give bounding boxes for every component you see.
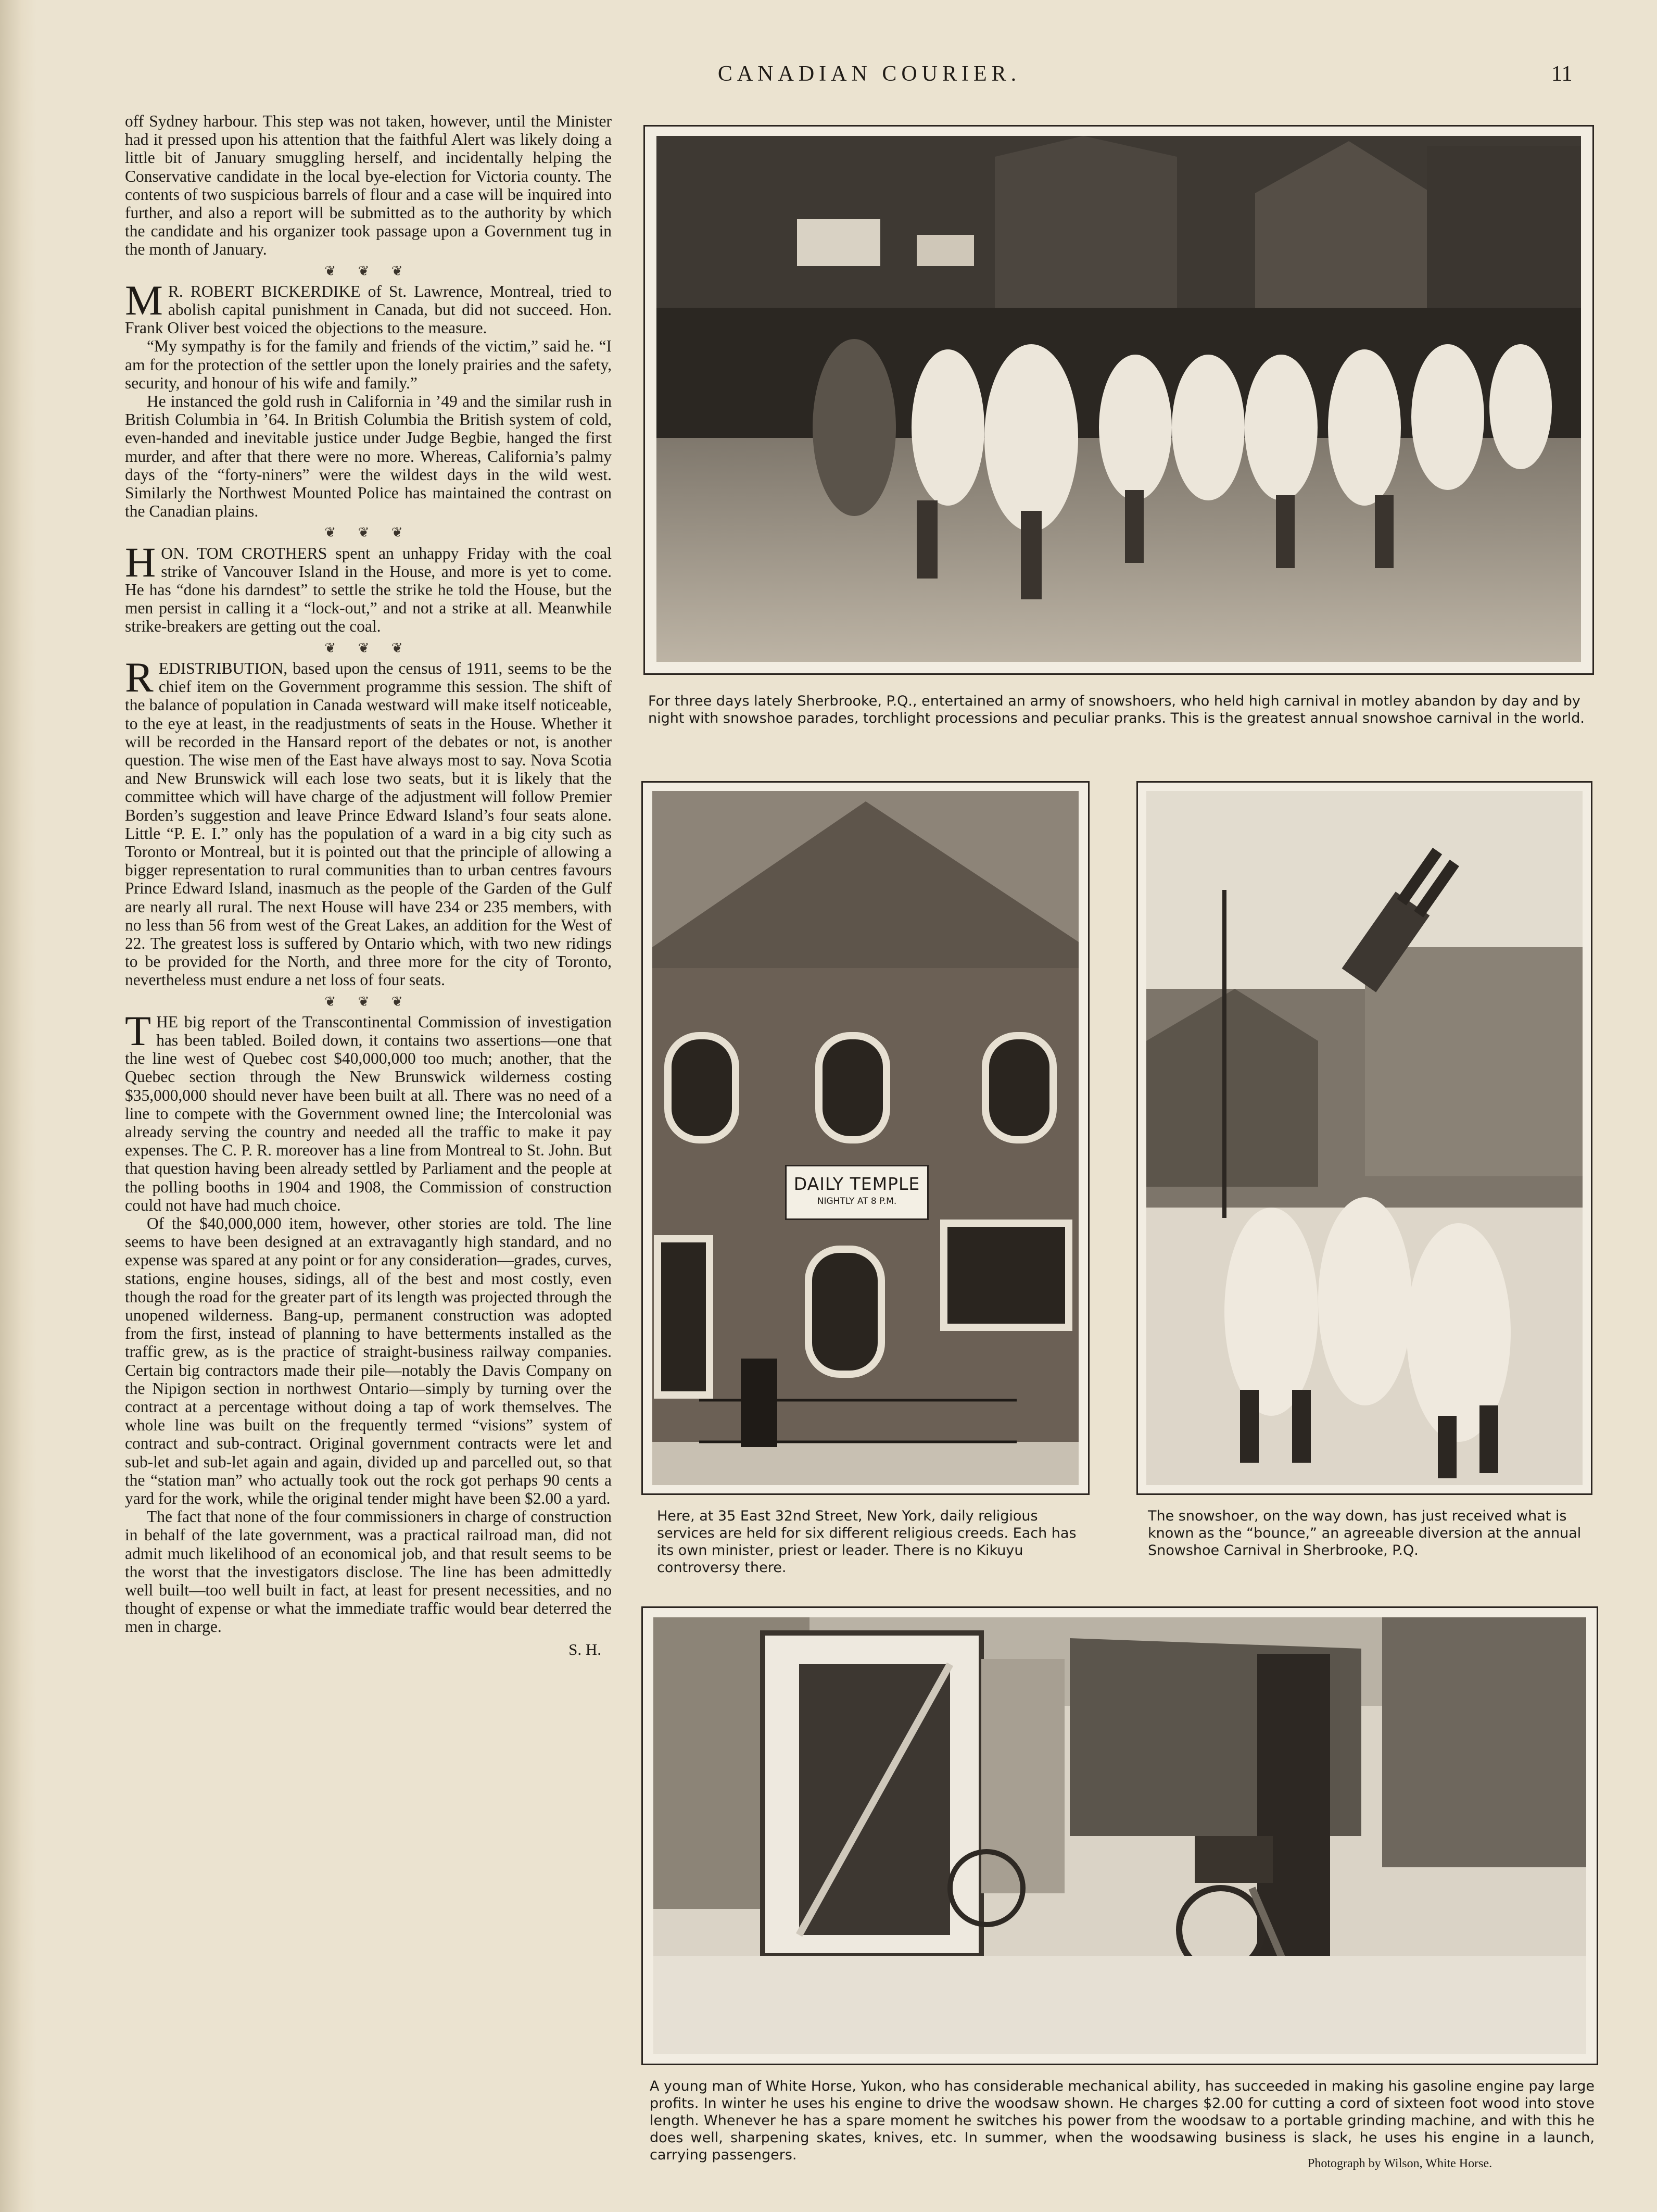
carnival-parade-image xyxy=(656,136,1581,662)
separator-ornament: ❦ ❦ ❦ xyxy=(324,994,412,1009)
paragraph-body: HE big report of the Transcontinental Commission of investigation has been tabled. Boiled down, it contains two assertions—one that the line west of Quebec cost $40,000,000 too much; another, that the Quebec section through the New Brunswick wilderness costing $35,000,000 should never have been built at all. There was no need of a line to compete with the Government owned line; the Intercolonial was already serving the country and needed all the traffic to make it pay expenses. The C. P. R. moreover has a line from Montreal to St. John. But that question having been already settled by Parliament and the people at the polling booths in 1904 and 1908, the Commission of construction could not have had much choice. xyxy=(125,1012,612,1214)
paragraph: off Sydney harbour. This step was not taken, however, until the Minister had it pressed upon his attention that the faithful Alert was likely doing a little bit of January smuggling herself, and incidentally helping the Conservative candidate in the local bye-election for Victoria county. The contents of two suspicious barrels of flour and a case will be inquired into further, and also a report will be submitted as to the authority by which the candidate and his organizer took passage upon a Government tug in the month of January. xyxy=(125,112,612,259)
paragraph xyxy=(125,538,612,636)
yukon-woodsaw-photo xyxy=(653,1617,1586,2054)
drop-cap: T xyxy=(125,1007,151,1054)
page-number: 11 xyxy=(1551,62,1573,86)
temple-caption: Here, at 35 East 32nd Street, New York, daily religious services are held for six different religious creeds. Each has its own minister, priest or leader. There is no Kikuyu controversy there. xyxy=(657,1508,1077,1576)
bounce-caption: The snowshoer, on the way down, has just received what is known as the “bounce,” an agreeable diversion at the annual Snowshoe Carnival in Sherbrooke, P.Q. xyxy=(1148,1508,1582,1559)
snowshoe-bounce-photo xyxy=(1146,791,1583,1485)
temple-sign-main: DAILY TEMPLE xyxy=(793,1174,920,1194)
temple-sign-sub: NIGHTLY AT 8 P.M. xyxy=(817,1196,897,1206)
drop-cap: R xyxy=(125,653,154,701)
paragraph: He instanced the gold rush in California in ’49 and the similar rush in British Columbia in ’64. In British Columbia the British system of cold, even-handed and inevitable justice under Judge Begbie, hanged the first murder, and after that there were no more. Whereas, California’s palmy days of the “forty-niners” were the wildest days in the wild west. Similarly the Northwest Mounted Police has maintained the contrast on the Canadian plains. xyxy=(125,392,612,521)
paragraph xyxy=(125,1007,612,1214)
yukon-woodsaw-image xyxy=(653,1617,1586,2054)
snowshoe-bounce-image xyxy=(1146,791,1583,1485)
paragraph-body: ON. TOM CROTHERS spent an unhappy Friday with the coal strike of Vancouver Island in the House, and more is yet to come. He has “done his darndest” to settle the strike he told the House, but the men persist in calling it a “lock-out,” and not a strike at all. Meanwhile strike-breakers are getting out the coal. xyxy=(125,544,612,636)
separator-ornament: ❦ ❦ ❦ xyxy=(324,640,412,656)
author-signature: S. H. xyxy=(568,1640,601,1658)
daily-temple-image xyxy=(652,791,1079,1485)
yukon-photo-frame xyxy=(641,1606,1598,2065)
article-column xyxy=(125,112,612,1658)
yukon-caption: A young man of White Horse, Yukon, who has considerable mechanical ability, has succeeded in making his gasoline engine pay large profits. In winter he uses his engine to drive the woodsaw shown. He charges $2.00 for cutting a cord of sixteen foot wood into stove length. Whenever he has a spare moment he switches his power from the woodsaw to a portable grinding machine, and with this he does well, sharpening skates, knives, etc. In summer, when the woodsawing business is slack, he uses his engine in a launch, carrying passengers. xyxy=(650,2078,1595,2163)
separator-ornament: ❦ ❦ ❦ xyxy=(324,525,412,541)
drop-cap: M xyxy=(125,276,163,324)
drop-cap: H xyxy=(125,538,156,586)
carnival-caption: For three days lately Sherbrooke, P.Q., entertained an army of snowshoers, who held high carnival in motley abandon by day and by night with snowshoe parades, torchlight processions and peculiar pranks. This is the greatest annual snowshoe carnival in the world. xyxy=(648,693,1585,726)
page-binding-edge xyxy=(0,0,36,2212)
separator-ornament: ❦ ❦ ❦ xyxy=(324,263,412,279)
carnival-photo-frame xyxy=(643,125,1594,675)
temple-sign xyxy=(785,1165,929,1220)
carnival-parade-photo xyxy=(656,136,1581,662)
paragraph: Of the $40,000,000 item, however, other stories are told. The line seems to have been designed at an extravagantly high standard, and no expense was spared at any point or for any consideration—grades, curves, stations, engine houses, sidings, all of the best and most costly, even though the road for the greater part of its length was projected through the unopened wilderness. Bang-up, permanent construction was adopted from the first, instead of planning to have betterments installed as the traffic grew, as is the practice of straight-business railway companies. Certain big contractors made their pile—notably the Davis Company on the Nipigon section in northwest Ontario—simply by turning over the contract at a percentage without doing a tap of work themselves. The whole line was built on the frequently termed “visions” system of contract and sub-contract. Original government contracts were let and sub-let and sub-let again and again, divided up and parcelled out, so that the “station man” who actually took out the rock got perhaps 90 cents a yard for the work, while the original tender might have been $2.00 a yard. xyxy=(125,1214,612,1508)
daily-temple-photo xyxy=(652,791,1079,1485)
paragraph xyxy=(125,276,612,337)
bounce-photo-frame xyxy=(1136,781,1592,1495)
paragraph: “My sympathy is for the family and friends of the victim,” said he. “I am for the protection of the settler upon the lonely prairies and the safety, security, and honour of his wife and family.” xyxy=(125,337,612,392)
paragraph-body: EDISTRIBUTION, based upon the census of 1911, seems to be the chief item on the Government programme this session. The shift of the balance of population in Canada westward will make itself noticeable, to the eye at least, in the readjustments of seats in the House. Whether it will be recorded in the Hansard report of the debates or not, is another question. The wise men of the East have always most to say. Nova Scotia and New Brunswick will each lose two seats, but it is likely that the committee which will have charge of the adjustment will follow Premier Borden’s suggestion and leave Prince Edward Island’s four seats alone. Little “P. E. I.” only has the population of a ward in a big city such as Toronto or Montreal, but it is pointed out that the principle of allowing a bigger representation to rural communities than to urban centres favours Prince Edward Island, inasmuch as the people of the Garden of the Gulf are nearly all rural. The next House will have 234 or 235 members, with no less than 56 from west of the Great Lakes, an addition for the West of 22. The greatest loss is suffered by Ontario which, with two new ridings to be provided for the North, and three more for the city of Toronto, nevertheless must endure a net loss of four seats. xyxy=(125,659,612,989)
temple-photo-frame xyxy=(641,781,1090,1495)
lead-in: R. xyxy=(168,282,183,300)
paragraph-body: ROBERT BICKERDIKE of St. Lawrence, Montreal, tried to abolish capital punishment in Canada, but did not succeed. Hon. Frank Oliver best voiced the objections to the measure. xyxy=(125,282,612,337)
paragraph: The fact that none of the four commissioners in charge of construction in behalf of the late government, was a practical railroad man, did not admit much likelihood of an economical job, and that result seems to be the worst that the investigators disclose. The line has been admittedly well built—too well built in fact, at least for present necessities, and no thought of expense or what the immediate traffic would bear deterred the men in charge. xyxy=(125,1507,612,1636)
paragraph xyxy=(125,653,612,989)
photo-credit: Photograph by Wilson, White Horse. xyxy=(1308,2157,1492,2170)
running-head: CANADIAN COURIER. xyxy=(717,62,1021,86)
